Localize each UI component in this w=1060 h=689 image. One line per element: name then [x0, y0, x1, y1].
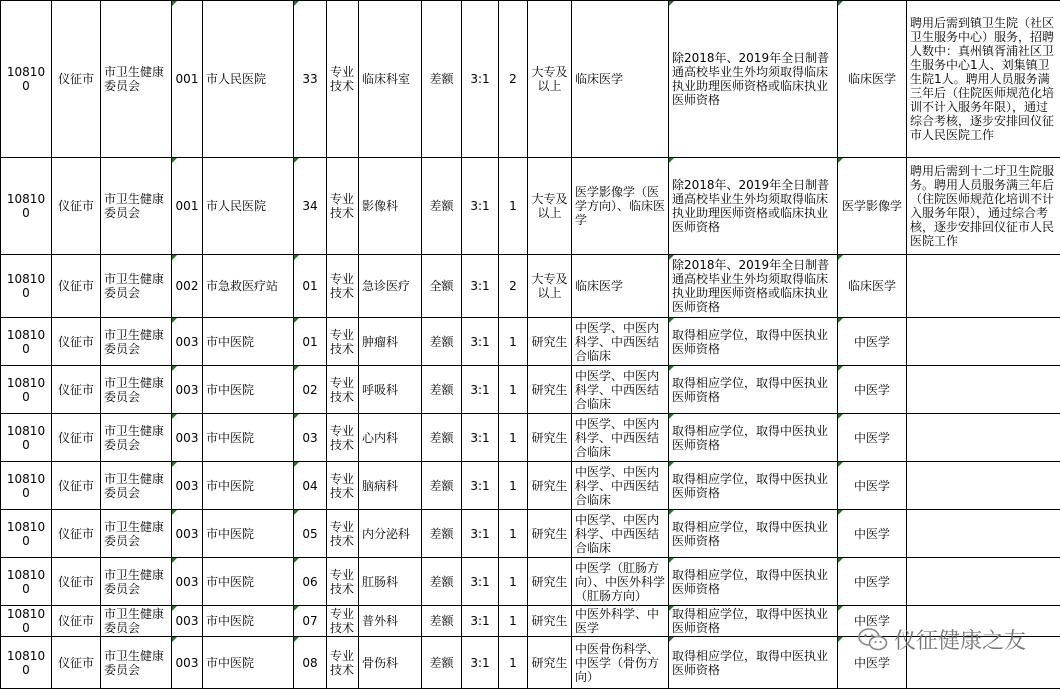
cell-pos-type: 专业技术: [327, 158, 359, 255]
cell-unit-no: 003: [172, 606, 203, 637]
cell-city: 仪征市: [52, 637, 101, 689]
cell-ratio: 3:1: [462, 606, 499, 637]
cell-exam: 中医学: [838, 414, 907, 462]
cell-dept: 市卫生健康委员会: [101, 462, 172, 510]
cell-note: 聘用后需到十二圩卫生院服务。聘用人员服务满三年后（住院医师规范化培训不计入服务年限），通过综合考核，逐步安排回仪征市人民医院工作: [907, 158, 1060, 255]
cell-count: 1: [499, 637, 528, 689]
cell-exam: 医学影像学: [838, 158, 907, 255]
table-row: [1, 510, 1060, 558]
cell-city: 仪征市: [52, 318, 101, 366]
cell-note: [907, 558, 1060, 606]
cell-pos-name: 脑病科: [359, 462, 422, 510]
cell-pos-name: 心内科: [359, 414, 422, 462]
cell-funding: 差额: [422, 462, 462, 510]
table-row: [1, 558, 1060, 606]
cell-code: 108100: [1, 414, 52, 462]
cell-ratio: 3:1: [462, 255, 499, 318]
cell-unit: 市人民医院: [203, 1, 294, 158]
cell-pos-no: 08: [294, 637, 327, 689]
table-row: [1, 637, 1060, 689]
cell-city: 仪征市: [52, 462, 101, 510]
cell-pos-no: 02: [294, 366, 327, 414]
table-row: [1, 318, 1060, 366]
cell-pos-type: 专业技术: [327, 558, 359, 606]
cell-ratio: 3:1: [462, 414, 499, 462]
table-row: [1, 462, 1060, 510]
cell-major: 中医学、中医内科学、中西医结合临床: [572, 366, 669, 414]
cell-major: 临床医学: [572, 1, 669, 158]
cell-dept: 市卫生健康委员会: [101, 414, 172, 462]
cell-city: 仪征市: [52, 1, 101, 158]
cell-code: 108100: [1, 462, 52, 510]
cell-code: 108100: [1, 637, 52, 689]
cell-count: 1: [499, 606, 528, 637]
cell-count: 1: [499, 558, 528, 606]
cell-code: 108100: [1, 606, 52, 637]
cell-qualification: 取得相应学位，取得中医执业医师资格: [669, 558, 838, 606]
cell-education: 研究生: [528, 462, 572, 510]
cell-ratio: 3:1: [462, 462, 499, 510]
cell-unit: 市人民医院: [203, 158, 294, 255]
cell-pos-no: 04: [294, 462, 327, 510]
cell-ratio: 3:1: [462, 158, 499, 255]
cell-pos-name: 骨伤科: [359, 637, 422, 689]
cell-unit: 市中医院: [203, 510, 294, 558]
cell-note: [907, 255, 1060, 318]
cell-qualification: 除2018年、2019年全日制普通高校毕业生外均须取得临床执业助理医师资格或临床执业医师资格: [669, 158, 838, 255]
cell-pos-type: 专业技术: [327, 414, 359, 462]
cell-major: 中医学、中医内科学、中西医结合临床: [572, 462, 669, 510]
cell-major: 中医学、中医内科学、中西医结合临床: [572, 318, 669, 366]
cell-pos-name: 肛肠科: [359, 558, 422, 606]
cell-city: 仪征市: [52, 558, 101, 606]
cell-exam: 中医学: [838, 366, 907, 414]
cell-exam: 中医学: [838, 558, 907, 606]
cell-note: [907, 637, 1060, 689]
cell-note: [907, 366, 1060, 414]
cell-unit: 市中医院: [203, 462, 294, 510]
cell-count: 1: [499, 414, 528, 462]
cell-major: 临床医学: [572, 255, 669, 318]
cell-qualification: 取得相应学位，取得中医执业医师资格: [669, 510, 838, 558]
cell-pos-type: 专业技术: [327, 462, 359, 510]
cell-pos-name: 临床科室: [359, 1, 422, 158]
cell-funding: 差额: [422, 558, 462, 606]
cell-unit-no: 003: [172, 414, 203, 462]
cell-qualification: 取得相应学位，取得中医执业医师资格: [669, 366, 838, 414]
cell-unit: 市中医院: [203, 366, 294, 414]
cell-note: 聘用后需到镇卫生院（社区卫生服务中心）服务，招聘人数中：真州镇胥浦社区卫生服务中心1人、刘集镇卫生院1人。聘用人员服务满三年后（住院医师规范化培训不计入服务年限），通过综合考核，逐步安排回仪征市人民医院工作: [907, 1, 1060, 158]
cell-count: 1: [499, 158, 528, 255]
cell-pos-name: 呼吸科: [359, 366, 422, 414]
cell-code: 108100: [1, 318, 52, 366]
cell-qualification: 取得相应学位，取得中医执业医师资格: [669, 318, 838, 366]
cell-unit-no: 002: [172, 255, 203, 318]
cell-pos-name: 肿瘤科: [359, 318, 422, 366]
cell-exam: 中医学: [838, 510, 907, 558]
cell-qualification: 取得相应学位，取得中医执业医师资格: [669, 414, 838, 462]
cell-unit: 市急救医疗站: [203, 255, 294, 318]
cell-exam: 中医学: [838, 606, 907, 637]
table-row: [1, 1, 1060, 158]
cell-code: 108100: [1, 510, 52, 558]
cell-pos-no: 34: [294, 158, 327, 255]
cell-major: 中医学（肛肠方向）、中医外科学（肛肠方向）: [572, 558, 669, 606]
cell-unit-no: 003: [172, 558, 203, 606]
cell-exam: 临床医学: [838, 1, 907, 158]
cell-pos-name: 普外科: [359, 606, 422, 637]
cell-count: 1: [499, 510, 528, 558]
cell-city: 仪征市: [52, 158, 101, 255]
cell-unit: 市中医院: [203, 318, 294, 366]
cell-exam: 中医学: [838, 637, 907, 689]
cell-education: 研究生: [528, 606, 572, 637]
table-row: [1, 158, 1060, 255]
cell-qualification: 取得相应学位，取得中医执业医师资格: [669, 606, 838, 637]
cell-qualification: 取得相应学位，取得中医执业医师资格: [669, 462, 838, 510]
cell-pos-no: 01: [294, 255, 327, 318]
cell-pos-type: 专业技术: [327, 637, 359, 689]
cell-major: 中医骨伤科学、中医学（骨伤方向）: [572, 637, 669, 689]
cell-city: 仪征市: [52, 414, 101, 462]
cell-count: 2: [499, 1, 528, 158]
cell-major: 中医外科学、中医学: [572, 606, 669, 637]
table-row: [1, 366, 1060, 414]
cell-unit: 市中医院: [203, 414, 294, 462]
cell-exam: 中医学: [838, 318, 907, 366]
cell-funding: 差额: [422, 158, 462, 255]
cell-funding: 差额: [422, 606, 462, 637]
cell-ratio: 3:1: [462, 558, 499, 606]
cell-city: 仪征市: [52, 255, 101, 318]
cell-education: 大专及以上: [528, 255, 572, 318]
cell-education: 研究生: [528, 558, 572, 606]
watermark-text: 仪征健康之友: [894, 624, 1026, 655]
cell-major: 中医学、中医内科学、中西医结合临床: [572, 414, 669, 462]
cell-code: 108100: [1, 1, 52, 158]
cell-note: [907, 462, 1060, 510]
cell-city: 仪征市: [52, 606, 101, 637]
cell-pos-no: 06: [294, 558, 327, 606]
cell-unit: 市中医院: [203, 637, 294, 689]
cell-pos-no: 33: [294, 1, 327, 158]
cell-pos-no: 03: [294, 414, 327, 462]
cell-funding: 差额: [422, 1, 462, 158]
cell-pos-name: 影像科: [359, 158, 422, 255]
cell-qualification: 除2018年、2019年全日制普通高校毕业生外均须取得临床执业助理医师资格或临床执业医师资格: [669, 1, 838, 158]
cell-pos-name: 内分泌科: [359, 510, 422, 558]
cell-ratio: 3:1: [462, 366, 499, 414]
cell-qualification: 除2018年、2019年全日制普通高校毕业生外均须取得临床执业助理医师资格或临床执业医师资格: [669, 255, 838, 318]
cell-note: [907, 510, 1060, 558]
cell-funding: 差额: [422, 318, 462, 366]
cell-pos-type: 专业技术: [327, 366, 359, 414]
cell-dept: 市卫生健康委员会: [101, 366, 172, 414]
cell-dept: 市卫生健康委员会: [101, 1, 172, 158]
cell-dept: 市卫生健康委员会: [101, 158, 172, 255]
table-row: [1, 606, 1060, 637]
cell-dept: 市卫生健康委员会: [101, 318, 172, 366]
table-row: [1, 414, 1060, 462]
cell-unit-no: 003: [172, 318, 203, 366]
cell-note: [907, 414, 1060, 462]
cell-dept: 市卫生健康委员会: [101, 558, 172, 606]
cell-city: 仪征市: [52, 366, 101, 414]
cell-education: 研究生: [528, 637, 572, 689]
cell-funding: 差额: [422, 366, 462, 414]
cell-education: 研究生: [528, 366, 572, 414]
cell-dept: 市卫生健康委员会: [101, 606, 172, 637]
cell-unit-no: 001: [172, 158, 203, 255]
cell-qualification: 取得相应学位，取得中医执业医师资格: [669, 637, 838, 689]
cell-exam: 临床医学: [838, 255, 907, 318]
cell-note: [907, 606, 1060, 637]
cell-pos-type: 专业技术: [327, 510, 359, 558]
cell-city: 仪征市: [52, 510, 101, 558]
cell-education: 研究生: [528, 510, 572, 558]
cell-unit-no: 003: [172, 510, 203, 558]
cell-ratio: 3:1: [462, 637, 499, 689]
cell-code: 108100: [1, 158, 52, 255]
cell-count: 1: [499, 318, 528, 366]
cell-pos-name: 急诊医疗: [359, 255, 422, 318]
cell-unit-no: 003: [172, 462, 203, 510]
cell-funding: 差额: [422, 414, 462, 462]
cell-pos-type: 专业技术: [327, 318, 359, 366]
cell-funding: 全额: [422, 255, 462, 318]
table-row: [1, 255, 1060, 318]
cell-pos-type: 专业技术: [327, 606, 359, 637]
cell-pos-type: 专业技术: [327, 1, 359, 158]
cell-pos-no: 05: [294, 510, 327, 558]
cell-code: 108100: [1, 366, 52, 414]
cell-education: 大专及以上: [528, 158, 572, 255]
cell-education: 研究生: [528, 414, 572, 462]
cell-note: [907, 318, 1060, 366]
cell-major: 中医学、中医内科学、中西医结合临床: [572, 510, 669, 558]
cell-dept: 市卫生健康委员会: [101, 637, 172, 689]
cell-education: 大专及以上: [528, 1, 572, 158]
cell-funding: 差额: [422, 510, 462, 558]
cell-funding: 差额: [422, 637, 462, 689]
cell-unit-no: 001: [172, 1, 203, 158]
cell-ratio: 3:1: [462, 510, 499, 558]
cell-exam: 中医学: [838, 462, 907, 510]
cell-unit: 市中医院: [203, 606, 294, 637]
cell-pos-no: 01: [294, 318, 327, 366]
cell-ratio: 3:1: [462, 1, 499, 158]
cell-pos-type: 专业技术: [327, 255, 359, 318]
cell-unit-no: 003: [172, 637, 203, 689]
cell-count: 2: [499, 255, 528, 318]
cell-unit: 市中医院: [203, 558, 294, 606]
cell-ratio: 3:1: [462, 318, 499, 366]
cell-code: 108100: [1, 255, 52, 318]
cell-unit-no: 003: [172, 366, 203, 414]
cell-pos-no: 07: [294, 606, 327, 637]
cell-major: 医学影像学（医学方向）、临床医学: [572, 158, 669, 255]
cell-count: 1: [499, 462, 528, 510]
cell-count: 1: [499, 366, 528, 414]
cell-code: 108100: [1, 558, 52, 606]
cell-dept: 市卫生健康委员会: [101, 510, 172, 558]
cell-dept: 市卫生健康委员会: [101, 255, 172, 318]
cell-education: 研究生: [528, 318, 572, 366]
